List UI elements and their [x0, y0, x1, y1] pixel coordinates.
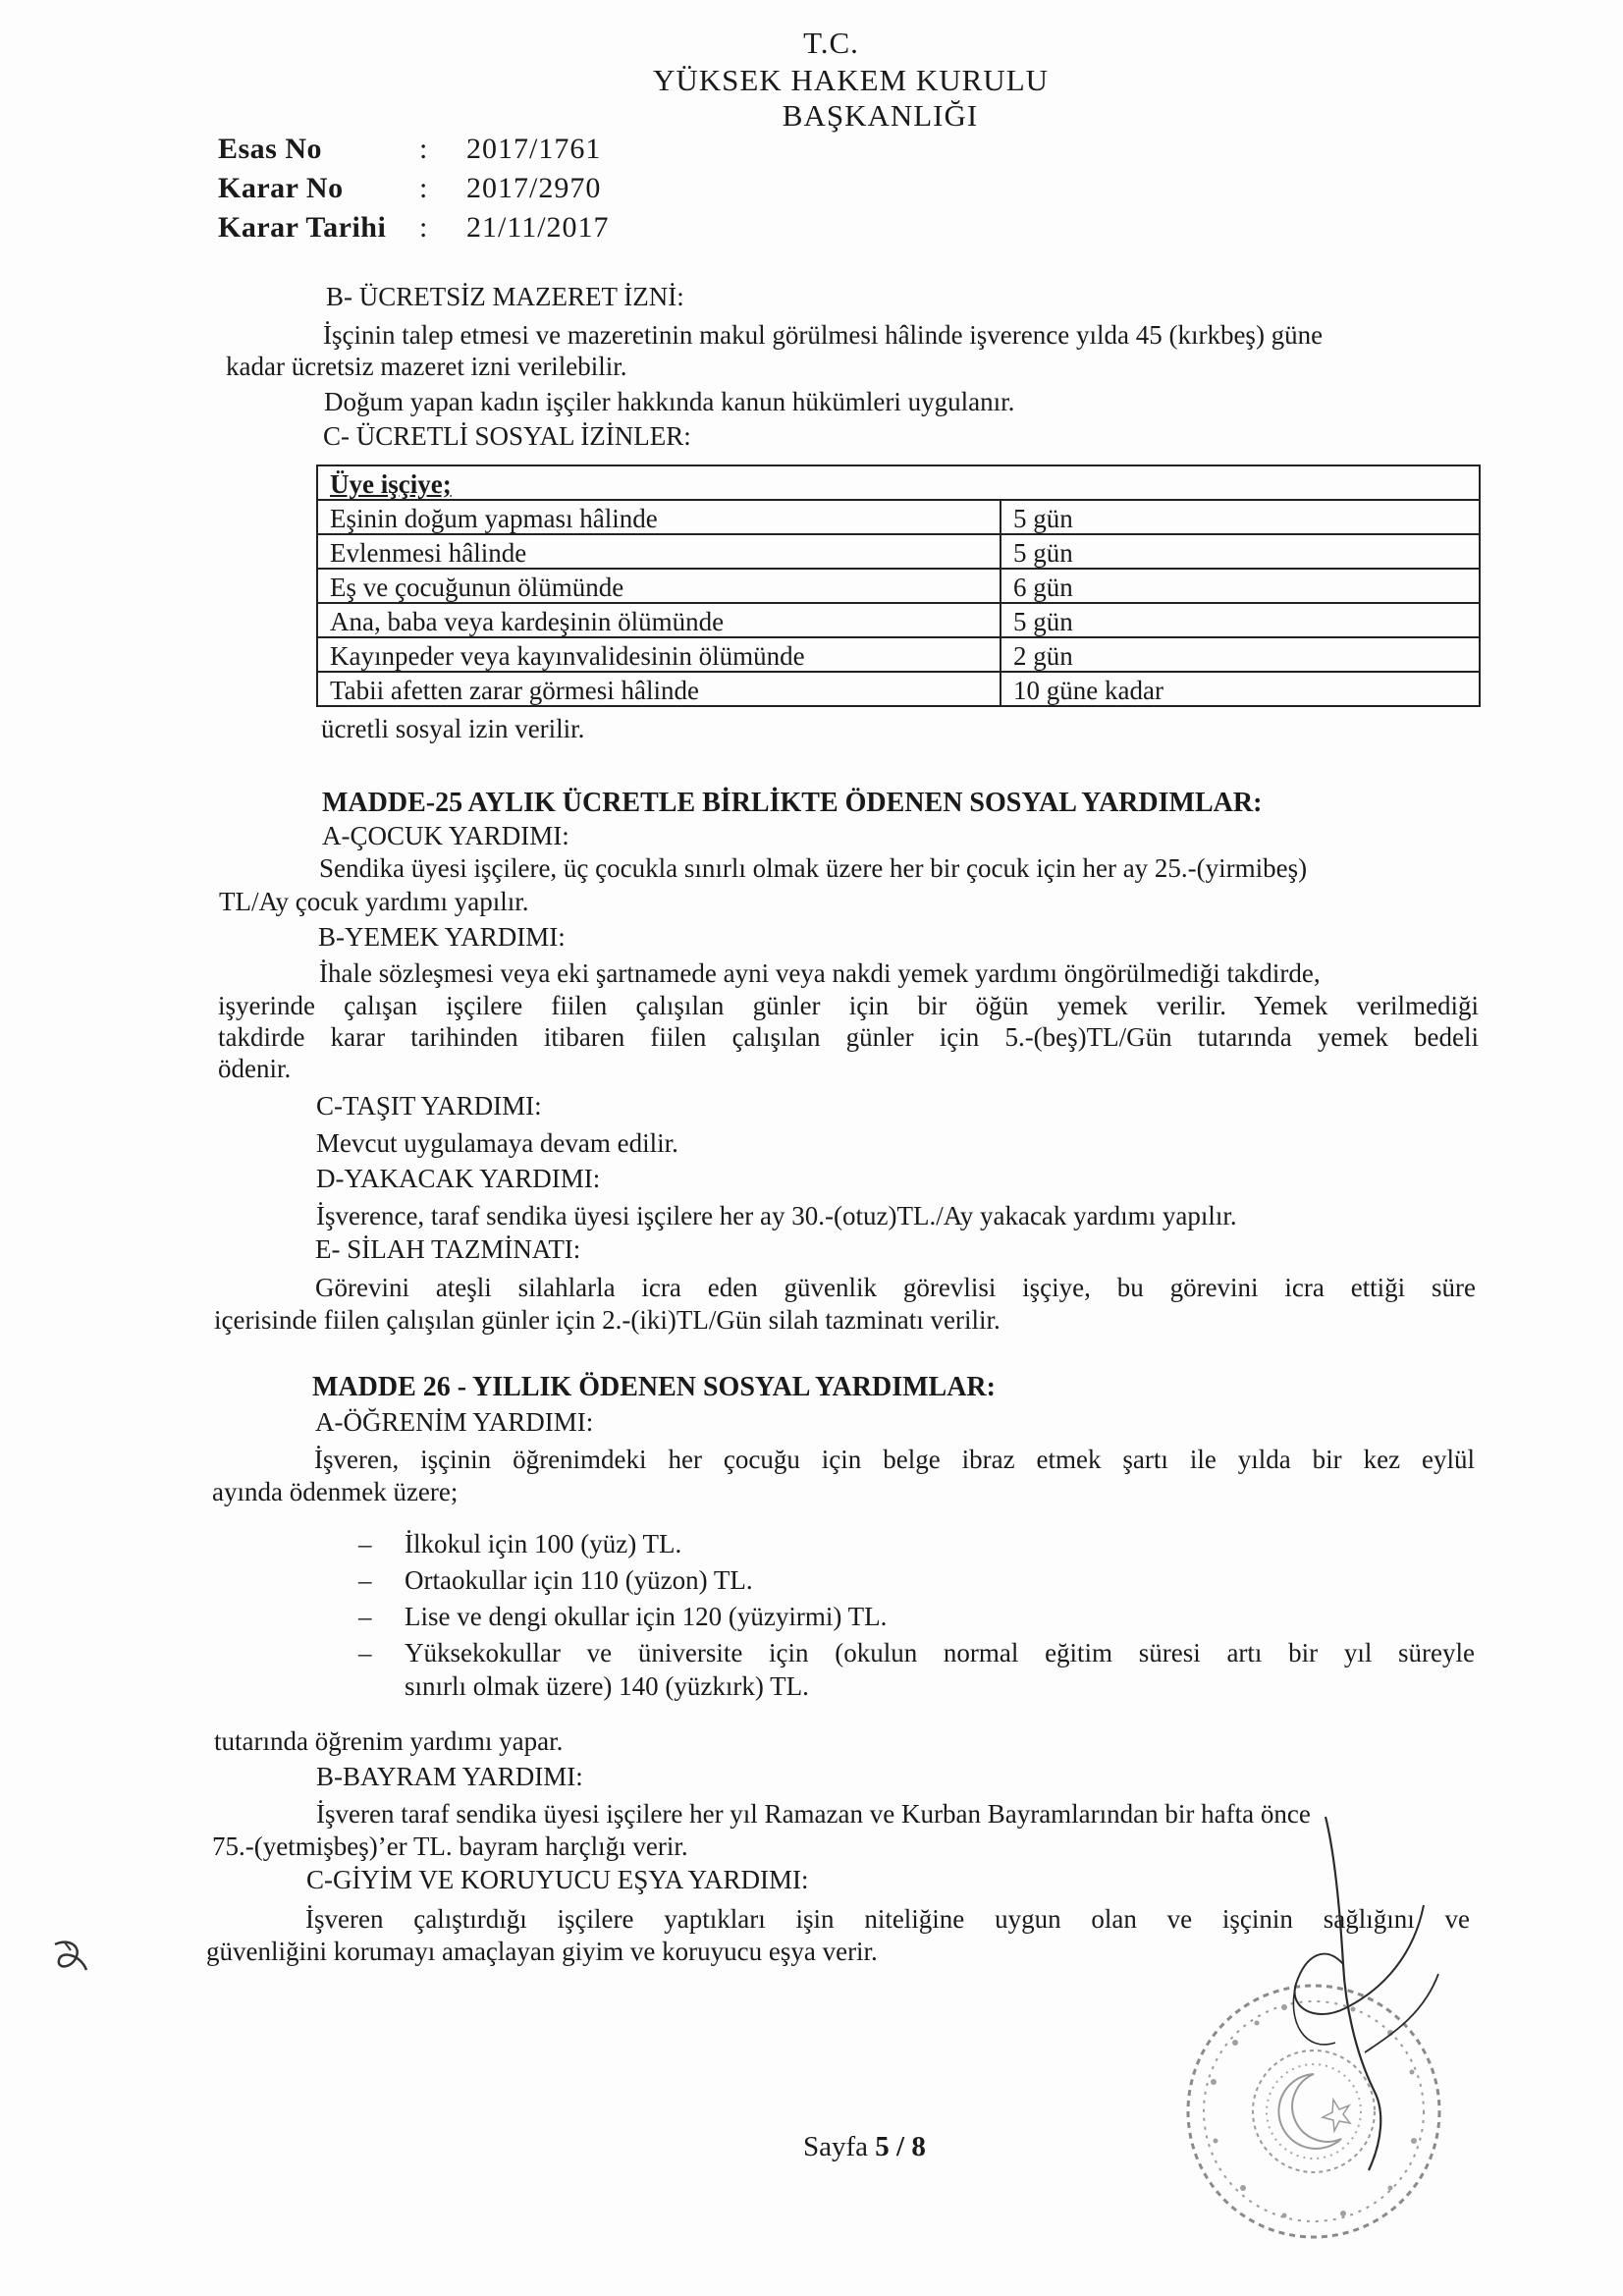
table-cell-days: 6 gün — [1001, 569, 1480, 603]
paragraph-line: İşverence, taraf sendika üyesi işçilere her ay 30.-(otuz)TL./Ay yakacak yardımı yapılır. — [316, 1201, 1237, 1230]
table-row — [317, 637, 1480, 672]
section-title: A-ÖĞRENİM YARDIMI: — [315, 1407, 594, 1437]
paragraph-line: 75.-(yetmişbeş)’er TL. bayram harçlığı verir. — [212, 1831, 688, 1861]
page-prefix: Sayfa — [803, 2131, 869, 2162]
paragraph-line: ücretli sosyal izin verilir. — [321, 714, 585, 743]
case-meta — [218, 130, 610, 247]
list-item-text: Lise ve dengi okullar için 120 (yüzyirmi) TL. — [405, 1602, 888, 1631]
article-title: MADDE 26 - YILLIK ÖDENEN SOSYAL YARDIMLAR: — [312, 1372, 996, 1402]
table-row — [317, 672, 1480, 706]
paragraph-line: tutarında öğrenim yardımı yapar. — [214, 1726, 564, 1756]
paragraph-line: güvenliğini korumayı amaçlayan giyim ve koruyucu eşya verir. — [206, 1937, 878, 1966]
page-number — [803, 2131, 926, 2163]
meta-value: 2017/2970 — [466, 172, 602, 204]
section-title: D-YAKACAK YARDIMI: — [316, 1164, 601, 1193]
table-cell-days: 10 güne kadar — [1001, 672, 1480, 706]
section-title: A-ÇOCUK YARDIMI: — [322, 821, 569, 850]
article-title: MADDE-25 AYLIK ÜCRETLE BİRLİKTE ÖDENEN SOSYAL YARDIMLAR: — [322, 788, 1263, 818]
table-cell-days: 5 gün — [1001, 603, 1480, 637]
table-row — [317, 534, 1480, 569]
paragraph-line: kadar ücretsiz mazeret izni verilebilir. — [226, 352, 627, 381]
meta-sep: : — [419, 133, 428, 165]
paragraph-line: İhale sözleşmesi veya eki şartnamede ayni veya nakdi yemek yardımı öngörülmediği takdirde, — [319, 958, 1321, 988]
table-row — [317, 603, 1480, 637]
header-presidency: BAŞKANLIĞI — [782, 98, 979, 133]
table-cell-case: Eşinin doğum yapması hâlinde — [317, 500, 1001, 534]
section-title: C-TAŞIT YARDIMI: — [316, 1091, 542, 1121]
paragraph-line: ödenir. — [218, 1054, 292, 1083]
meta-value: 2017/1761 — [466, 133, 602, 165]
paragraph-line: içerisinde fiilen çalışılan günler için 2.-(iki)TL/Gün silah tazminatı verilir. — [214, 1305, 1001, 1335]
table-row — [317, 569, 1480, 603]
section-title: B-BAYRAM YARDIMI: — [316, 1762, 583, 1791]
header-institution: YÜKSEK HAKEM KURULU — [652, 63, 1050, 97]
paragraph-line: Doğum yapan kadın işçiler hakkında kanun hükümleri uygulanır. — [324, 387, 1015, 416]
list-item-text: Yüksekokullar ve üniversite için (okulun normal eğitim süresi artı bir yıl süreyle — [405, 1638, 1475, 1667]
paragraph-line: Sendika üyesi işçilere, üç çocukla sınırlı olmak üzere her bir çocuk için her ay 25.-(yirmibeş) — [319, 853, 1308, 883]
table-head-cell: Üye işçiye; — [317, 465, 1480, 500]
meta-sep: : — [419, 211, 428, 244]
section-title: B- ÜCRETSİZ MAZERET İZNİ: — [326, 282, 684, 311]
table-cell-days: 2 gün — [1001, 637, 1480, 672]
page-value: 5 / 8 — [875, 2131, 926, 2162]
signature-icon — [1267, 1797, 1453, 2180]
list-dash: – — [358, 1602, 372, 1631]
meta-row-esas — [218, 130, 610, 169]
paragraph-line: takdirde karar tarihinden itibaren fiilen çalışılan günler için 5.-(beş)TL/Gün tutarında yemek bedeli — [218, 1022, 1479, 1052]
list-dash: – — [358, 1529, 372, 1558]
table-cell-case: Evlenmesi hâlinde — [317, 534, 1001, 569]
list-dash: – — [358, 1638, 372, 1667]
paragraph-line: TL/Ay çocuk yardımı yapılır. — [219, 887, 529, 916]
table-row — [317, 500, 1480, 534]
list-item-text: sınırlı olmak üzere) 140 (yüzkırk) TL. — [405, 1671, 809, 1701]
table-cell-case: Tabii afetten zarar görmesi hâlinde — [317, 672, 1001, 706]
list-item-text: Ortaokullar için 110 (yüzon) TL. — [405, 1565, 753, 1595]
section-title: E- SİLAH TAZMİNATI: — [315, 1234, 581, 1264]
list-dash: – — [358, 1565, 372, 1595]
paragraph-line: İşveren çalıştırdığı işçilere yaptıkları işin niteliğine uygun olan ve işçinin sağlığını ve — [305, 1904, 1470, 1934]
paragraph-line: İşveren, işçinin öğrenimdeki her çocuğu için belge ibraz etmek şartı ile yılda bir kez eylül — [314, 1445, 1475, 1474]
header-tc: T.C. — [803, 26, 859, 60]
paragraph-line: Görevini ateşli silahlarla icra eden güvenlik görevlisi işçiye, bu görevini icra ettiği süre — [315, 1273, 1476, 1302]
section-title: C- ÜCRETLİ SOSYAL İZİNLER: — [323, 421, 691, 451]
table-cell-case: Eş ve çocuğunun ölümünde — [317, 569, 1001, 603]
paragraph-line: İşçinin talep etmesi ve mazeretinin makul görülmesi hâlinde işverence yılda 45 (kırkbeş) güne — [323, 320, 1324, 350]
table-row — [317, 465, 1480, 500]
meta-label: Karar Tarihi — [218, 211, 387, 244]
meta-value: 21/11/2017 — [466, 211, 610, 244]
section-title: C-GİYİM VE KORUYUCU EŞYA YARDIMI: — [306, 1865, 809, 1894]
leave-table — [316, 465, 1481, 707]
initial-mark-icon — [47, 1937, 96, 1980]
meta-label: Karar No — [218, 172, 344, 204]
table-cell-case: Kayınpeder veya kayınvalidesinin ölümünde — [317, 637, 1001, 672]
paragraph-line: işyerinde çalışan işçilere fiilen çalışılan günler için bir öğün yemek verilir. Yemek verilmediği — [218, 991, 1479, 1020]
paragraph-line: İşveren taraf sendika üyesi işçilere her yıl Ramazan ve Kurban Bayramlarından bir hafta önce — [316, 1799, 1311, 1829]
meta-sep: : — [419, 172, 428, 204]
table-cell-days: 5 gün — [1001, 500, 1480, 534]
paragraph-line: ayında ödenmek üzere; — [212, 1477, 459, 1506]
section-title: B-YEMEK YARDIMI: — [318, 922, 566, 952]
paragraph-line: Mevcut uygulamaya devam edilir. — [316, 1128, 678, 1158]
list-item-text: İlkokul için 100 (yüz) TL. — [405, 1529, 682, 1558]
table-cell-days: 5 gün — [1001, 534, 1480, 569]
meta-row-tarih — [218, 208, 610, 247]
table-cell-case: Ana, baba veya kardeşinin ölümünde — [317, 603, 1001, 637]
meta-row-karar — [218, 169, 610, 208]
meta-label: Esas No — [218, 133, 323, 165]
